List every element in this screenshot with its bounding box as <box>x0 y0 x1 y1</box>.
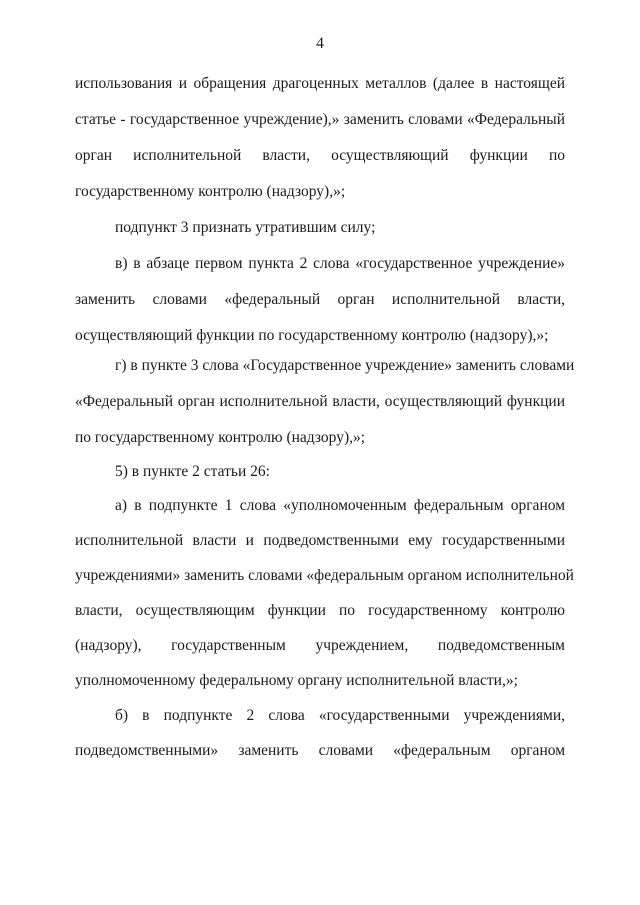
text-line: заменить словами «федеральный орган исполнительной власти, <box>75 291 565 308</box>
text-line: (надзору), государственным учреждением, подведомственным <box>75 637 565 654</box>
text-line: использования и обращения драгоценных металлов (далее в настоящей <box>75 75 565 92</box>
paragraph-first-line: подпункт 3 признать утратившим силу; <box>115 219 376 236</box>
text-line: государственному контролю (надзору),»; <box>75 183 346 200</box>
page-number: 4 <box>316 35 324 52</box>
text-line: статье - государственное учреждение),» заменить словами «Федеральный <box>75 111 565 128</box>
text-line: по государственному контролю (надзору),»; <box>75 429 366 446</box>
text-line: орган исполнительной власти, осуществляющий функции по <box>75 147 565 164</box>
text-line: учреждениями» заменить словами «федеральным органом исполнительной <box>75 567 574 584</box>
paragraph-first-line: г) в пункте 3 слова «Государственное учреждение» заменить словами <box>115 357 575 374</box>
text-line: «Федеральный орган исполнительной власти, осуществляющий функции <box>75 393 565 410</box>
text-line: подведомственными» заменить словами «федеральным органом <box>75 742 565 759</box>
paragraph-first-line: б) в подпункте 2 слова «государственными учреждениями, <box>115 707 565 724</box>
text-line: власти, осуществляющим функции по государственному контролю <box>75 602 565 619</box>
paragraph-first-line: 5) в пункте 2 статьи 26: <box>115 463 270 480</box>
paragraph-first-line: в) в абзаце первом пункта 2 слова «государственное учреждение» <box>115 255 565 272</box>
text-line: осуществляющий функции по государственному контролю (надзору),»; <box>75 327 549 344</box>
text-line: уполномоченному федеральному органу исполнительной власти,»; <box>75 672 518 689</box>
text-line: исполнительной власти и подведомственными ему государственными <box>75 532 565 549</box>
paragraph-first-line: а) в подпункте 1 слова «уполномоченным федеральным органом <box>115 497 565 514</box>
